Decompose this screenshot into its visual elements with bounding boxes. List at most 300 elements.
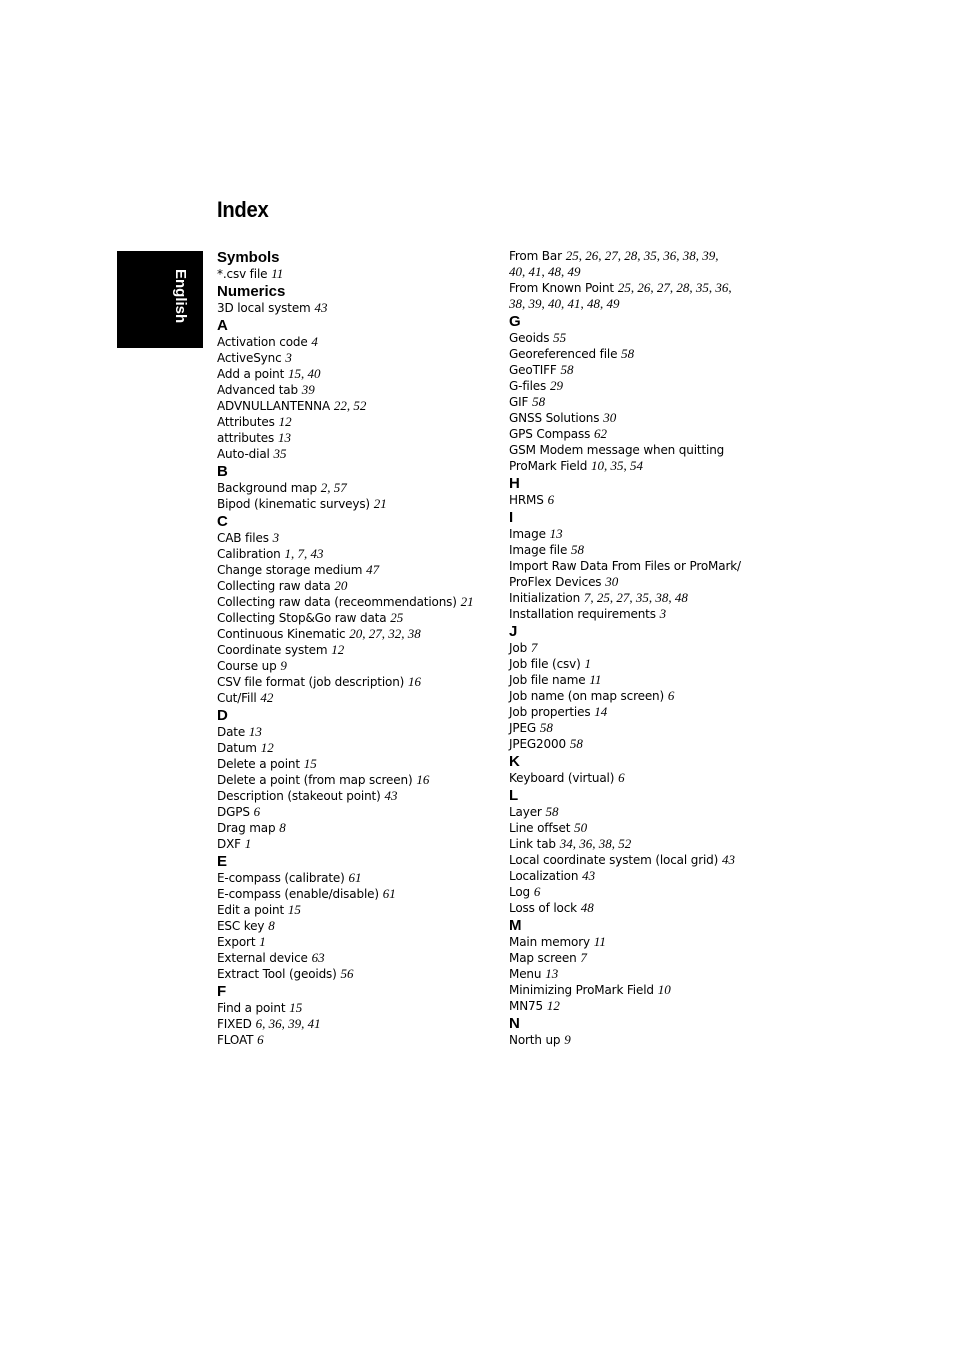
page-reference-link[interactable]: 16 [408, 674, 422, 689]
page-separator: , [623, 458, 631, 473]
index-term: Main memory [509, 935, 590, 949]
index-column-left [217, 248, 502, 1048]
page-separator: , [650, 280, 657, 295]
page-reference-link[interactable]: 35 [610, 458, 624, 473]
page-reference-link[interactable]: 30 [603, 410, 617, 425]
index-term: DXF [217, 837, 241, 851]
page-reference-link[interactable]: 56 [340, 966, 354, 981]
index-term: Geoids [509, 331, 550, 345]
page-reference-link[interactable]: 40 [509, 264, 522, 279]
index-entry [217, 724, 502, 740]
index-entry [509, 820, 789, 836]
index-entry [509, 346, 789, 362]
index-entry [217, 334, 502, 350]
index-term: 3D local system [217, 301, 311, 315]
page-reference-link[interactable]: 3 [659, 606, 667, 621]
page-reference-link[interactable]: 38 [655, 590, 669, 605]
index-entry [509, 998, 789, 1014]
index-entry [217, 934, 502, 950]
page-reference-link[interactable]: 28 [676, 280, 690, 295]
index-term: ESC key [217, 919, 265, 933]
page-reference-link[interactable]: 3 [285, 350, 292, 365]
page-reference-link[interactable]: 52 [618, 836, 632, 851]
page-separator: , [648, 590, 656, 605]
page-reference-link[interactable]: 11 [271, 266, 284, 281]
index-term: FLOAT [217, 1033, 254, 1047]
index-term: Job file name [509, 673, 586, 687]
index-entry [217, 626, 502, 642]
index-section-heading: F [217, 983, 227, 1000]
page-reference-link[interactable]: 6 [253, 804, 261, 819]
index-entry [217, 1000, 502, 1016]
index-entry [509, 542, 789, 558]
page-reference-link[interactable]: 29 [549, 378, 563, 393]
page-reference-link[interactable]: 6 [533, 884, 541, 899]
index-section-heading: G [509, 313, 521, 330]
index-entry [217, 966, 502, 982]
index-entry [217, 414, 502, 430]
page-reference-link[interactable]: 43 [314, 300, 328, 315]
page-separator: , [598, 248, 605, 263]
index-term: Job properties [509, 705, 591, 719]
index-entry [217, 642, 502, 658]
page-reference-link[interactable]: 38 [682, 248, 696, 263]
index-term: DGPS [217, 805, 250, 819]
page-reference-link[interactable]: 48 [674, 590, 688, 605]
page-reference-link[interactable]: 27 [656, 280, 670, 295]
page-reference-link[interactable]: 47 [366, 562, 380, 577]
index-entry [217, 546, 502, 562]
index-entry [217, 350, 502, 366]
page-reference-link[interactable]: 26 [637, 280, 651, 295]
page-separator: , [561, 264, 568, 279]
page-reference-link[interactable]: 12 [278, 414, 292, 429]
index-term: Advanced tab [217, 383, 298, 397]
index-term: Collecting Stop&Go raw data [217, 611, 387, 625]
index-term: Keyboard (virtual) [509, 771, 615, 785]
index-term: Drag map [217, 821, 276, 835]
page-separator: , [669, 280, 677, 295]
index-term: JPEG2000 [509, 737, 566, 751]
page-reference-link[interactable]: 49 [606, 296, 620, 311]
page-reference-link[interactable]: 58 [569, 736, 583, 751]
page-reference-link[interactable]: 20 [334, 578, 348, 593]
index-entry [509, 720, 789, 736]
index-term: Datum [217, 741, 257, 755]
index-entry [217, 578, 502, 594]
page-separator: , [580, 296, 587, 311]
page-separator: , [522, 296, 529, 311]
page-separator: , [346, 398, 354, 413]
index-term: ADVNULLANTENNA [217, 399, 331, 413]
index-entry [509, 950, 789, 966]
page-separator: , [327, 480, 334, 495]
page-reference-link[interactable]: 62 [594, 426, 608, 441]
page-reference-link[interactable]: 21 [460, 594, 474, 609]
page-reference-link[interactable]: 1 [244, 836, 252, 851]
page-reference-link[interactable]: 35 [695, 280, 709, 295]
index-term: Edit a point [217, 903, 285, 917]
page-reference-link[interactable]: 35 [273, 446, 287, 461]
index-section-heading: H [509, 475, 520, 492]
page-separator: , [695, 248, 703, 263]
page-reference-link[interactable]: 43 [582, 868, 596, 883]
page-separator: , [303, 546, 311, 561]
page-separator: , [301, 366, 308, 381]
index-section-heading: E [217, 853, 228, 870]
page-reference-link[interactable]: 58 [621, 346, 635, 361]
page-title: Index [217, 197, 269, 222]
index-section-heading: I [509, 509, 514, 526]
index-entry [217, 266, 502, 282]
page-reference-link[interactable]: 15 [287, 902, 301, 917]
page-reference-link[interactable]: 39 [301, 382, 315, 397]
index-entry [217, 836, 502, 852]
page-reference-link[interactable]: 61 [382, 886, 396, 901]
index-term: G-files [509, 379, 547, 393]
page-reference-link[interactable]: 3 [272, 530, 280, 545]
index-term: Delete a point [217, 757, 300, 771]
page-reference-link[interactable]: 14 [594, 704, 608, 719]
index-entry [509, 640, 789, 656]
page-reference-link[interactable]: 50 [574, 820, 588, 835]
page-separator: , [617, 248, 625, 263]
page-separator: , [541, 296, 548, 311]
language-tab [117, 251, 203, 348]
index-entry [509, 884, 789, 900]
index-entry [217, 446, 502, 462]
index-entry [509, 442, 789, 458]
index-entry [509, 558, 789, 574]
index-term: Link tab [509, 837, 556, 851]
index-term: External device [217, 951, 308, 965]
page-reference-link[interactable]: 48 [587, 296, 600, 311]
page-reference-link[interactable]: 16 [416, 772, 430, 787]
page-reference-link[interactable]: 25 [617, 280, 631, 295]
page-reference-link[interactable]: 32 [388, 626, 402, 641]
page-reference-link[interactable]: 58 [539, 720, 553, 735]
page-reference-link[interactable]: 15 [288, 366, 301, 381]
page-reference-link[interactable]: 25 [390, 610, 404, 625]
index-term: FIXED [217, 1017, 252, 1031]
index-entry [217, 1016, 502, 1032]
index-entry [509, 296, 789, 312]
index-section-heading: L [509, 787, 519, 804]
page-reference-link[interactable]: 4 [311, 334, 318, 349]
page-reference-link[interactable]: 38 [598, 836, 612, 851]
page-separator: , [590, 590, 597, 605]
page-reference-link[interactable]: 39 [528, 296, 542, 311]
page-reference-link[interactable]: 43 [310, 546, 324, 561]
index-entry [217, 690, 502, 706]
page-reference-link[interactable]: 41 [528, 264, 542, 279]
page-reference-link[interactable]: 10 [657, 982, 671, 997]
page-reference-link[interactable]: 1 [584, 656, 591, 671]
index-term: Export [217, 935, 256, 949]
page-reference-link[interactable]: 1 [259, 934, 266, 949]
page-separator: , [728, 280, 732, 295]
page-reference-link[interactable]: 11 [589, 672, 602, 687]
index-entry [217, 382, 502, 398]
index-term: Image file [509, 543, 568, 557]
page-reference-link[interactable]: 27 [368, 626, 382, 641]
index-entry [509, 410, 789, 426]
page-reference-link[interactable]: 49 [567, 264, 581, 279]
index-entry [509, 264, 789, 280]
index-entry [509, 330, 789, 346]
index-entry [509, 804, 789, 820]
page-reference-link[interactable]: 38 [407, 626, 421, 641]
index-term: Layer [509, 805, 542, 819]
index-term: Collecting raw data [217, 579, 331, 593]
page-reference-link[interactable]: 6 [257, 1032, 264, 1047]
page-reference-link[interactable]: 6 [667, 688, 675, 703]
page-reference-link[interactable]: 21 [373, 496, 387, 511]
page-reference-link[interactable]: 6 [618, 770, 625, 785]
page-separator: , [604, 458, 611, 473]
index-term: Job name (on map screen) [509, 689, 665, 703]
page-reference-link[interactable]: 36 [663, 248, 677, 263]
page-reference-link[interactable]: 7 [580, 950, 587, 965]
page-reference-link[interactable]: 1 [284, 546, 291, 561]
page-reference-link[interactable]: 58 [571, 542, 585, 557]
index-term: Georeferenced file [509, 347, 618, 361]
page-reference-link[interactable]: 58 [532, 394, 546, 409]
page-reference-link[interactable]: 15 [303, 756, 317, 771]
index-term: MN75 [509, 999, 543, 1013]
page-separator: , [689, 280, 696, 295]
index-entry [509, 704, 789, 720]
page-reference-link[interactable]: 36 [715, 280, 729, 295]
index-term: Menu [509, 967, 542, 981]
page-reference-link[interactable]: 34 [559, 836, 573, 851]
page-reference-link[interactable]: 13 [248, 724, 262, 739]
index-column-right [509, 248, 789, 1048]
page-reference-link[interactable]: 41 [567, 296, 581, 311]
page-reference-link[interactable]: 30 [605, 574, 619, 589]
page-reference-link[interactable]: 63 [311, 950, 325, 965]
page-reference-link[interactable]: 43 [384, 788, 398, 803]
page-reference-link[interactable]: 58 [545, 804, 559, 819]
index-entry [217, 902, 502, 918]
index-term: From Known Point [509, 281, 614, 295]
page-reference-link[interactable]: 42 [260, 690, 274, 705]
page-reference-link[interactable]: 26 [585, 248, 599, 263]
page-separator: , [629, 590, 636, 605]
page-reference-link[interactable]: 39 [288, 1016, 302, 1031]
page-reference-link[interactable]: 2 [320, 480, 328, 495]
index-term: Minimizing ProMark Field [509, 983, 654, 997]
index-entry [509, 934, 789, 950]
page-separator: , [708, 280, 716, 295]
index-entry [217, 1032, 502, 1048]
index-term: Image [509, 527, 546, 541]
index-term: Delete a point (from map screen) [217, 773, 413, 787]
index-entry [217, 398, 502, 414]
page-separator: , [609, 590, 617, 605]
index-term: Calibration [217, 547, 281, 561]
index-entry [509, 672, 789, 688]
index-entry [217, 594, 502, 610]
page-reference-link[interactable]: 36 [268, 1016, 282, 1031]
page-reference-link[interactable]: 6 [547, 492, 555, 507]
page-reference-link[interactable]: 41 [307, 1016, 321, 1031]
page-separator: , [290, 546, 298, 561]
index-entry [509, 248, 789, 264]
page-reference-link[interactable]: 7 [583, 590, 591, 605]
page-reference-link[interactable]: 12 [260, 740, 274, 755]
page-reference-link[interactable]: 25 [565, 248, 579, 263]
index-term: Map screen [509, 951, 577, 965]
index-entry [509, 378, 789, 394]
index-term: E-compass (enable/disable) [217, 887, 379, 901]
page-separator: , [541, 264, 548, 279]
page-reference-link[interactable]: 52 [353, 398, 367, 413]
page-reference-link[interactable]: 40 [307, 366, 321, 381]
page-reference-link[interactable]: 22 [333, 398, 347, 413]
index-term: GIF [509, 395, 529, 409]
index-term: Extract Tool (geoids) [217, 967, 337, 981]
index-term: Loss of lock [509, 901, 577, 915]
page-reference-link[interactable]: 48 [580, 900, 594, 915]
index-term: HRMS [509, 493, 544, 507]
page-reference-link[interactable]: 39 [702, 248, 716, 263]
index-entry [217, 300, 502, 316]
page-reference-link[interactable]: 27 [604, 248, 618, 263]
index-term: GeoTIFF [509, 363, 557, 377]
page-reference-link[interactable]: 25 [596, 590, 610, 605]
index-entry [217, 740, 502, 756]
page-reference-link[interactable]: 15 [289, 1000, 303, 1015]
index-term: Activation code [217, 335, 308, 349]
index-section-heading: C [217, 513, 228, 530]
language-tab-label: English [172, 269, 189, 324]
index-entry [509, 458, 789, 474]
index-entry [217, 804, 502, 820]
index-term: Date [217, 725, 246, 739]
page-separator: , [715, 248, 719, 263]
index-term: GPS Compass [509, 427, 591, 441]
page-reference-link[interactable]: 13 [277, 430, 291, 445]
page-separator: , [592, 836, 599, 851]
index-term: Course up [217, 659, 277, 673]
index-entry [217, 918, 502, 934]
index-section-heading: B [217, 463, 228, 480]
page-separator: , [381, 626, 389, 641]
page-reference-link[interactable]: 9 [564, 1032, 571, 1047]
index-term: attributes [217, 431, 275, 445]
page-reference-link[interactable]: 36 [579, 836, 593, 851]
index-term: ActiveSync [217, 351, 282, 365]
page-reference-link[interactable]: 8 [279, 820, 286, 835]
page-separator: , [362, 626, 369, 641]
index-term: JPEG [509, 721, 537, 735]
page-reference-link[interactable]: 7 [530, 640, 538, 655]
index-section-heading: M [509, 917, 522, 934]
index-entry [217, 886, 502, 902]
page-reference-link[interactable]: 38 [509, 296, 522, 311]
page-reference-link[interactable]: 35 [643, 248, 657, 263]
page-reference-link[interactable]: 35 [635, 590, 649, 605]
page-reference-link[interactable]: 48 [548, 264, 561, 279]
index-term: Log [509, 885, 530, 899]
index-section-heading: K [509, 753, 520, 770]
page-reference-link[interactable]: 54 [630, 458, 644, 473]
index-entry [217, 658, 502, 674]
index-term: From Bar [509, 249, 562, 263]
page-reference-link[interactable]: 43 [722, 852, 735, 867]
index-entry [217, 430, 502, 446]
page-reference-link[interactable]: 28 [624, 248, 638, 263]
index-term: Initialization [509, 591, 581, 605]
index-entry [509, 770, 789, 786]
index-section-heading: Symbols [217, 249, 280, 266]
index-term: Coordinate system [217, 643, 328, 657]
index-section-heading: D [217, 707, 228, 724]
page-reference-link[interactable]: 9 [280, 658, 287, 673]
index-term: Description (stakeout point) [217, 789, 381, 803]
index-entry [509, 606, 789, 622]
index-term: Collecting raw data (receommendations) [217, 595, 457, 609]
page-reference-link[interactable]: 58 [560, 362, 574, 377]
page-separator: , [668, 590, 675, 605]
index-entry [509, 394, 789, 410]
index-entry [217, 496, 502, 512]
index-term: Installation requirements [509, 607, 656, 621]
index-term: GSM Modem message when quitting [509, 443, 725, 457]
index-entry [509, 982, 789, 998]
index-section-heading: Numerics [217, 283, 286, 300]
page-separator: , [630, 280, 638, 295]
index-entry [509, 900, 789, 916]
page-reference-link[interactable]: 12 [331, 642, 345, 657]
index-term: ProMark Field [509, 459, 588, 473]
page-reference-link[interactable]: 61 [348, 870, 362, 885]
index-entry [509, 590, 789, 606]
index-entry [509, 836, 789, 852]
page-reference-link[interactable]: 40 [548, 296, 561, 311]
index-entry [217, 674, 502, 690]
page-separator: , [262, 1016, 269, 1031]
page-separator: , [301, 1016, 308, 1031]
index-term: GNSS Solutions [509, 411, 600, 425]
page-reference-link[interactable]: 12 [546, 998, 560, 1013]
page-reference-link[interactable]: 13 [545, 966, 559, 981]
index-term: Job file (csv) [509, 657, 581, 671]
index-entry [509, 280, 789, 296]
page-reference-link[interactable]: 10 [591, 458, 605, 473]
page-reference-link[interactable]: 55 [553, 330, 567, 345]
page-reference-link[interactable]: 7 [297, 546, 304, 561]
index-term: Import Raw Data From Files or ProMark/ [509, 559, 741, 573]
page-reference-link[interactable]: 6 [255, 1016, 263, 1031]
page-reference-link[interactable]: 8 [268, 918, 275, 933]
page-reference-link[interactable]: 13 [549, 526, 563, 541]
index-entry [509, 736, 789, 752]
page-reference-link[interactable]: 57 [333, 480, 347, 495]
index-entry [509, 868, 789, 884]
index-term: North up [509, 1033, 561, 1047]
page-reference-link[interactable]: 27 [616, 590, 630, 605]
index-term: Attributes [217, 415, 275, 429]
index-term: Job [509, 641, 528, 655]
index-entry [217, 530, 502, 546]
index-term: CAB files [217, 531, 269, 545]
page-reference-link[interactable]: 20 [349, 626, 363, 641]
page-reference-link[interactable]: 11 [593, 934, 606, 949]
index-entry [509, 574, 789, 590]
page-separator: , [522, 264, 529, 279]
